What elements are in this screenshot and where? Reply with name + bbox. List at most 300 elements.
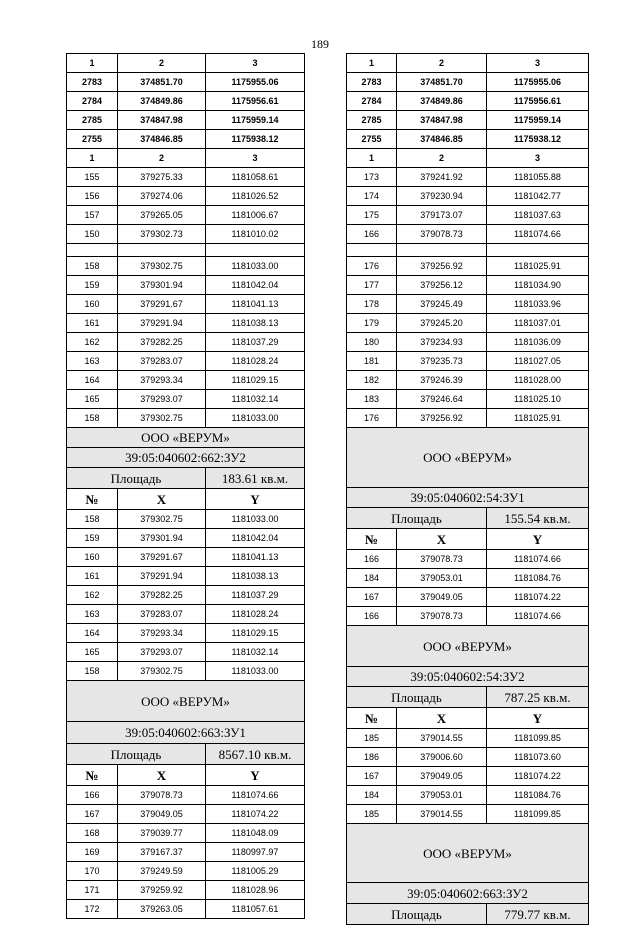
coordinate-cell: 1175959.14 — [487, 111, 589, 130]
coordinate-cell: 1181084.76 — [487, 569, 589, 588]
coordinate-cell: 1181074.22 — [206, 805, 305, 824]
owner-row — [67, 428, 305, 448]
table-row — [347, 409, 589, 428]
coordinate-cell: 374847.98 — [118, 111, 206, 130]
coordinate-cell: 1181037.63 — [487, 206, 589, 225]
x-column-header: X — [397, 529, 487, 550]
table-row — [67, 586, 305, 605]
table-row — [67, 567, 305, 586]
coordinate-cell: 160 — [67, 295, 118, 314]
owner-name: ООО «ВЕРУМ» — [347, 824, 589, 883]
cadastral-number: 39:05:040602:54:ЗУ2 — [347, 667, 589, 687]
coordinate-cell: 2785 — [67, 111, 118, 130]
coordinate-cell: 379293.07 — [118, 643, 206, 662]
coordinate-cell: 179 — [347, 314, 397, 333]
table-row — [67, 786, 305, 805]
empty-cell — [397, 244, 487, 257]
coordinate-cell: 379049.05 — [397, 588, 487, 607]
coordinate-cell: 379246.39 — [397, 371, 487, 390]
coordinate-cell: 1181074.66 — [487, 225, 589, 244]
area-value: 155.54 кв.м. — [487, 508, 589, 529]
coordinate-cell: 1181033.00 — [206, 257, 305, 276]
coordinate-cell: 379291.67 — [118, 295, 206, 314]
column-number: 3 — [487, 54, 589, 73]
cadastral-row — [67, 448, 305, 468]
coordinate-cell: 1181025.91 — [487, 409, 589, 428]
table-row — [67, 333, 305, 352]
coordinate-cell: 2785 — [347, 111, 397, 130]
coordinate-cell: 379293.34 — [118, 624, 206, 643]
column-number-header — [67, 54, 305, 73]
table-row — [67, 257, 305, 276]
cadastral-row — [67, 722, 305, 744]
coordinate-cell: 1181042.77 — [487, 187, 589, 206]
coordinate-cell: 159 — [67, 276, 118, 295]
cadastral-number: 39:05:040602:663:ЗУ1 — [67, 722, 305, 744]
coordinate-cell: 1181010.02 — [206, 225, 305, 244]
coordinate-cell: 379291.94 — [118, 567, 206, 586]
coordinate-cell: 379235.73 — [397, 352, 487, 371]
table-row — [347, 295, 589, 314]
coordinate-cell: 1181057.61 — [206, 900, 305, 919]
coordinate-cell: 379302.75 — [118, 662, 206, 681]
coordinate-cell: 161 — [67, 314, 118, 333]
coordinate-cell: 1181048.09 — [206, 824, 305, 843]
table-row — [67, 510, 305, 529]
coordinate-cell: 379293.34 — [118, 371, 206, 390]
table-row — [67, 352, 305, 371]
coordinate-cell: 379302.75 — [118, 510, 206, 529]
xy-header-row — [67, 765, 305, 786]
coordinate-cell: 1181028.24 — [206, 605, 305, 624]
number-column-header: № — [67, 489, 118, 510]
coordinate-cell: 167 — [347, 588, 397, 607]
column-number-header — [347, 54, 589, 73]
column-number: 2 — [397, 149, 487, 168]
table-row — [347, 371, 589, 390]
table-row — [67, 295, 305, 314]
coordinate-cell: 178 — [347, 295, 397, 314]
column-number-header — [347, 149, 589, 168]
column-number: 1 — [67, 54, 118, 73]
coordinate-cell: 1180997.97 — [206, 843, 305, 862]
coordinate-cell: 171 — [67, 881, 118, 900]
xy-header-row — [347, 529, 589, 550]
coordinate-cell: 374851.70 — [118, 73, 206, 92]
coordinate-cell: 166 — [347, 550, 397, 569]
table-row — [67, 187, 305, 206]
coordinate-cell: 379301.94 — [118, 529, 206, 548]
coordinate-cell: 150 — [67, 225, 118, 244]
coordinate-cell: 158 — [67, 662, 118, 681]
coordinate-cell: 379230.94 — [397, 187, 487, 206]
cadastral-row — [347, 883, 589, 904]
coordinate-cell: 163 — [67, 352, 118, 371]
coordinate-cell: 379246.64 — [397, 390, 487, 409]
table-row — [67, 168, 305, 187]
area-label: Площадь — [347, 687, 487, 708]
area-label: Площадь — [347, 508, 487, 529]
coordinate-cell: 160 — [67, 548, 118, 567]
coordinate-cell: 165 — [67, 643, 118, 662]
coordinate-cell: 1181033.00 — [206, 510, 305, 529]
table-row — [347, 187, 589, 206]
coordinate-cell: 1175956.61 — [206, 92, 305, 111]
coordinate-cell: 174 — [347, 187, 397, 206]
coordinate-cell: 167 — [347, 767, 397, 786]
coordinate-cell: 1181042.04 — [206, 529, 305, 548]
owner-name: ООО «ВЕРУМ» — [347, 428, 589, 488]
coordinate-cell: 374847.98 — [397, 111, 487, 130]
table-row — [67, 662, 305, 681]
table-row — [347, 390, 589, 409]
cadastral-row — [347, 488, 589, 508]
table-row — [347, 225, 589, 244]
table-row — [347, 767, 589, 786]
x-column-header: X — [118, 765, 206, 786]
coordinate-cell: 379302.73 — [118, 225, 206, 244]
coordinate-cell: 1181028.96 — [206, 881, 305, 900]
table-row — [67, 605, 305, 624]
owner-name: ООО «ВЕРУМ» — [347, 626, 589, 667]
coordinate-cell: 379249.59 — [118, 862, 206, 881]
coordinate-cell: 1181038.13 — [206, 567, 305, 586]
coordinate-cell: 1175955.06 — [206, 73, 305, 92]
coordinate-cell: 1175938.12 — [487, 130, 589, 149]
coordinate-cell: 379302.75 — [118, 409, 206, 428]
empty-cell — [206, 244, 305, 257]
column-number: 1 — [347, 54, 397, 73]
coordinate-cell: 379302.75 — [118, 257, 206, 276]
coordinate-cell: 161 — [67, 567, 118, 586]
area-row — [347, 508, 589, 529]
coordinate-cell: 2755 — [67, 130, 118, 149]
coordinate-cell: 159 — [67, 529, 118, 548]
table-row — [347, 130, 589, 149]
coordinate-cell: 162 — [67, 333, 118, 352]
coordinate-cell: 168 — [67, 824, 118, 843]
coordinate-cell: 185 — [347, 729, 397, 748]
coordinate-cell: 1181099.85 — [487, 805, 589, 824]
coordinate-cell: 2783 — [347, 73, 397, 92]
coordinate-cell: 379078.73 — [397, 550, 487, 569]
table-row — [347, 168, 589, 187]
coordinate-cell: 374846.85 — [397, 130, 487, 149]
table-row — [67, 643, 305, 662]
coordinate-cell: 1175956.61 — [487, 92, 589, 111]
table-row — [347, 352, 589, 371]
coordinate-cell: 1181032.14 — [206, 390, 305, 409]
coordinate-cell: 379167.37 — [118, 843, 206, 862]
empty-cell — [67, 244, 118, 257]
column-number: 2 — [397, 54, 487, 73]
coordinate-cell: 169 — [67, 843, 118, 862]
coordinate-cell: 1181074.22 — [487, 767, 589, 786]
coordinate-cell: 164 — [67, 371, 118, 390]
coordinate-cell: 379078.73 — [397, 225, 487, 244]
table-row — [67, 206, 305, 225]
coordinate-cell: 176 — [347, 257, 397, 276]
area-value: 183.61 кв.м. — [206, 468, 305, 489]
column-number: 1 — [67, 149, 118, 168]
coordinate-cell: 379049.05 — [118, 805, 206, 824]
area-value: 779.77 кв.м. — [487, 904, 589, 925]
owner-row — [67, 681, 305, 722]
coordinate-cell: 172 — [67, 900, 118, 919]
coordinate-cell: 379078.73 — [397, 607, 487, 626]
coordinate-cell: 1175938.12 — [206, 130, 305, 149]
coordinates-table-left — [66, 53, 305, 919]
coordinate-cell: 379301.94 — [118, 276, 206, 295]
coordinate-cell: 185 — [347, 805, 397, 824]
table-row — [347, 206, 589, 225]
table-row — [67, 843, 305, 862]
coordinate-cell: 379014.55 — [397, 729, 487, 748]
number-column-header: № — [347, 529, 397, 550]
table-row — [347, 729, 589, 748]
coordinate-cell: 379291.94 — [118, 314, 206, 333]
table-row — [67, 130, 305, 149]
coordinate-cell: 1181038.13 — [206, 314, 305, 333]
xy-header-row — [67, 489, 305, 510]
table-row — [347, 333, 589, 352]
coordinate-cell: 176 — [347, 409, 397, 428]
coordinate-cell: 1181037.29 — [206, 333, 305, 352]
coordinate-cell: 379053.01 — [397, 569, 487, 588]
coordinate-cell: 1181033.00 — [206, 662, 305, 681]
coordinate-cell: 1181028.00 — [487, 371, 589, 390]
coordinate-cell: 1181041.13 — [206, 295, 305, 314]
table-row — [67, 824, 305, 843]
coordinate-cell: 379245.20 — [397, 314, 487, 333]
empty-cell — [487, 244, 589, 257]
spacer-row — [67, 244, 305, 257]
coordinate-cell: 379014.55 — [397, 805, 487, 824]
coordinate-cell: 1181028.24 — [206, 352, 305, 371]
table-row — [67, 73, 305, 92]
coordinate-cell: 166 — [67, 786, 118, 805]
cadastral-number: 39:05:040602:663:ЗУ2 — [347, 883, 589, 904]
coordinate-cell: 1181042.04 — [206, 276, 305, 295]
coordinate-cell: 2755 — [347, 130, 397, 149]
coordinate-cell: 1181037.29 — [206, 586, 305, 605]
coordinate-cell: 165 — [67, 390, 118, 409]
coordinate-cell: 379282.25 — [118, 333, 206, 352]
y-column-header: Y — [206, 489, 305, 510]
table-row — [67, 624, 305, 643]
owner-row — [347, 428, 589, 488]
coordinate-cell: 1181074.66 — [487, 550, 589, 569]
cadastral-number: 39:05:040602:662:ЗУ2 — [67, 448, 305, 468]
x-column-header: X — [118, 489, 206, 510]
coordinate-cell: 1181006.67 — [206, 206, 305, 225]
coordinate-cell: 180 — [347, 333, 397, 352]
area-row — [67, 744, 305, 765]
coordinate-cell: 181 — [347, 352, 397, 371]
y-column-header: Y — [487, 708, 589, 729]
coordinate-cell: 1181084.76 — [487, 786, 589, 805]
coordinate-cell: 379241.92 — [397, 168, 487, 187]
coordinate-cell: 177 — [347, 276, 397, 295]
column-number: 1 — [347, 149, 397, 168]
table-row — [347, 111, 589, 130]
coordinate-cell: 186 — [347, 748, 397, 767]
coordinate-cell: 379282.25 — [118, 586, 206, 605]
coordinates-table-right — [346, 53, 589, 925]
coordinate-cell: 1181033.96 — [487, 295, 589, 314]
page-number: 189 — [311, 37, 329, 51]
coordinate-cell: 175 — [347, 206, 397, 225]
table-row — [67, 900, 305, 919]
coordinate-cell: 1181074.66 — [206, 786, 305, 805]
x-column-header: X — [397, 708, 487, 729]
coordinate-cell: 379173.07 — [397, 206, 487, 225]
table-row — [347, 588, 589, 607]
table-row — [67, 111, 305, 130]
table-row — [347, 314, 589, 333]
table-row — [67, 409, 305, 428]
coordinate-cell: 379283.07 — [118, 352, 206, 371]
coordinate-cell: 1181025.10 — [487, 390, 589, 409]
table-row — [347, 550, 589, 569]
coordinate-cell: 184 — [347, 569, 397, 588]
table-row — [67, 881, 305, 900]
coordinate-cell: 374849.86 — [397, 92, 487, 111]
table-row — [67, 862, 305, 881]
coordinate-cell: 379291.67 — [118, 548, 206, 567]
column-number: 3 — [206, 149, 305, 168]
coordinate-cell: 184 — [347, 786, 397, 805]
coordinate-cell: 379256.12 — [397, 276, 487, 295]
coordinate-cell: 163 — [67, 605, 118, 624]
coordinate-cell: 1181058.61 — [206, 168, 305, 187]
coordinate-cell: 1181073.60 — [487, 748, 589, 767]
table-row — [67, 276, 305, 295]
coordinate-cell: 2783 — [67, 73, 118, 92]
y-column-header: Y — [487, 529, 589, 550]
coordinate-cell: 1181025.91 — [487, 257, 589, 276]
coordinate-cell: 182 — [347, 371, 397, 390]
coordinate-cell: 379049.05 — [397, 767, 487, 786]
table-row — [347, 276, 589, 295]
table-row — [67, 805, 305, 824]
coordinate-cell: 1181037.01 — [487, 314, 589, 333]
area-row — [67, 468, 305, 489]
table-row — [67, 390, 305, 409]
coordinate-cell: 166 — [347, 607, 397, 626]
coordinate-cell: 158 — [67, 510, 118, 529]
coordinate-cell: 1181029.15 — [206, 624, 305, 643]
table-row — [67, 92, 305, 111]
coordinate-cell: 167 — [67, 805, 118, 824]
coordinate-cell: 158 — [67, 257, 118, 276]
xy-header-row — [347, 708, 589, 729]
area-label: Площадь — [67, 468, 206, 489]
empty-cell — [118, 244, 206, 257]
area-value: 8567.10 кв.м. — [206, 744, 305, 765]
coordinate-cell: 379256.92 — [397, 409, 487, 428]
coordinate-cell: 1181027.05 — [487, 352, 589, 371]
coordinate-cell: 1181032.14 — [206, 643, 305, 662]
cadastral-row — [347, 667, 589, 687]
coordinate-cell: 379263.05 — [118, 900, 206, 919]
table-row — [347, 786, 589, 805]
coordinate-cell: 1181036.09 — [487, 333, 589, 352]
coordinate-cell: 158 — [67, 409, 118, 428]
cadastral-number: 39:05:040602:54:ЗУ1 — [347, 488, 589, 508]
table-row — [67, 548, 305, 567]
number-column-header: № — [67, 765, 118, 786]
table-row — [347, 73, 589, 92]
coordinate-cell: 1175959.14 — [206, 111, 305, 130]
coordinate-cell: 379274.06 — [118, 187, 206, 206]
column-number: 3 — [206, 54, 305, 73]
coordinate-cell: 374846.85 — [118, 130, 206, 149]
coordinate-cell: 1181055.88 — [487, 168, 589, 187]
table-row — [67, 371, 305, 390]
area-label: Площадь — [67, 744, 206, 765]
coordinate-cell: 379293.07 — [118, 390, 206, 409]
coordinate-cell: 1181099.85 — [487, 729, 589, 748]
area-label: Площадь — [347, 904, 487, 925]
coordinate-cell: 1175955.06 — [487, 73, 589, 92]
area-value: 787.25 кв.м. — [487, 687, 589, 708]
owner-name: ООО «ВЕРУМ» — [67, 681, 305, 722]
column-number: 2 — [118, 149, 206, 168]
coordinate-cell: 379245.49 — [397, 295, 487, 314]
coordinate-cell: 1181034.90 — [487, 276, 589, 295]
table-row — [67, 225, 305, 244]
owner-name: ООО «ВЕРУМ» — [67, 428, 305, 448]
coordinate-cell: 157 — [67, 206, 118, 225]
coordinate-cell: 379053.01 — [397, 786, 487, 805]
coordinate-cell: 379275.33 — [118, 168, 206, 187]
coordinate-cell: 379283.07 — [118, 605, 206, 624]
coordinate-cell: 155 — [67, 168, 118, 187]
coordinate-cell: 183 — [347, 390, 397, 409]
table-row — [67, 529, 305, 548]
coordinate-cell: 379006.60 — [397, 748, 487, 767]
coordinate-cell: 2784 — [67, 92, 118, 111]
column-number-header — [67, 149, 305, 168]
table-row — [347, 748, 589, 767]
coordinate-cell: 1181074.66 — [487, 607, 589, 626]
table-row — [347, 607, 589, 626]
coordinate-cell: 156 — [67, 187, 118, 206]
coordinate-cell: 379039.77 — [118, 824, 206, 843]
coordinate-cell: 170 — [67, 862, 118, 881]
coordinate-cell: 164 — [67, 624, 118, 643]
column-number: 3 — [487, 149, 589, 168]
coordinate-cell: 379256.92 — [397, 257, 487, 276]
empty-cell — [347, 244, 397, 257]
area-row — [347, 904, 589, 925]
owner-row — [347, 626, 589, 667]
spacer-row — [347, 244, 589, 257]
coordinate-cell: 173 — [347, 168, 397, 187]
coordinate-cell: 379265.05 — [118, 206, 206, 225]
coordinate-cell: 162 — [67, 586, 118, 605]
coordinate-cell: 166 — [347, 225, 397, 244]
table-row — [67, 314, 305, 333]
coordinate-cell: 379078.73 — [118, 786, 206, 805]
area-row — [347, 687, 589, 708]
y-column-header: Y — [206, 765, 305, 786]
coordinate-cell: 1181026.52 — [206, 187, 305, 206]
coordinate-cell: 1181029.15 — [206, 371, 305, 390]
coordinate-cell: 379259.92 — [118, 881, 206, 900]
coordinate-cell: 1181074.22 — [487, 588, 589, 607]
